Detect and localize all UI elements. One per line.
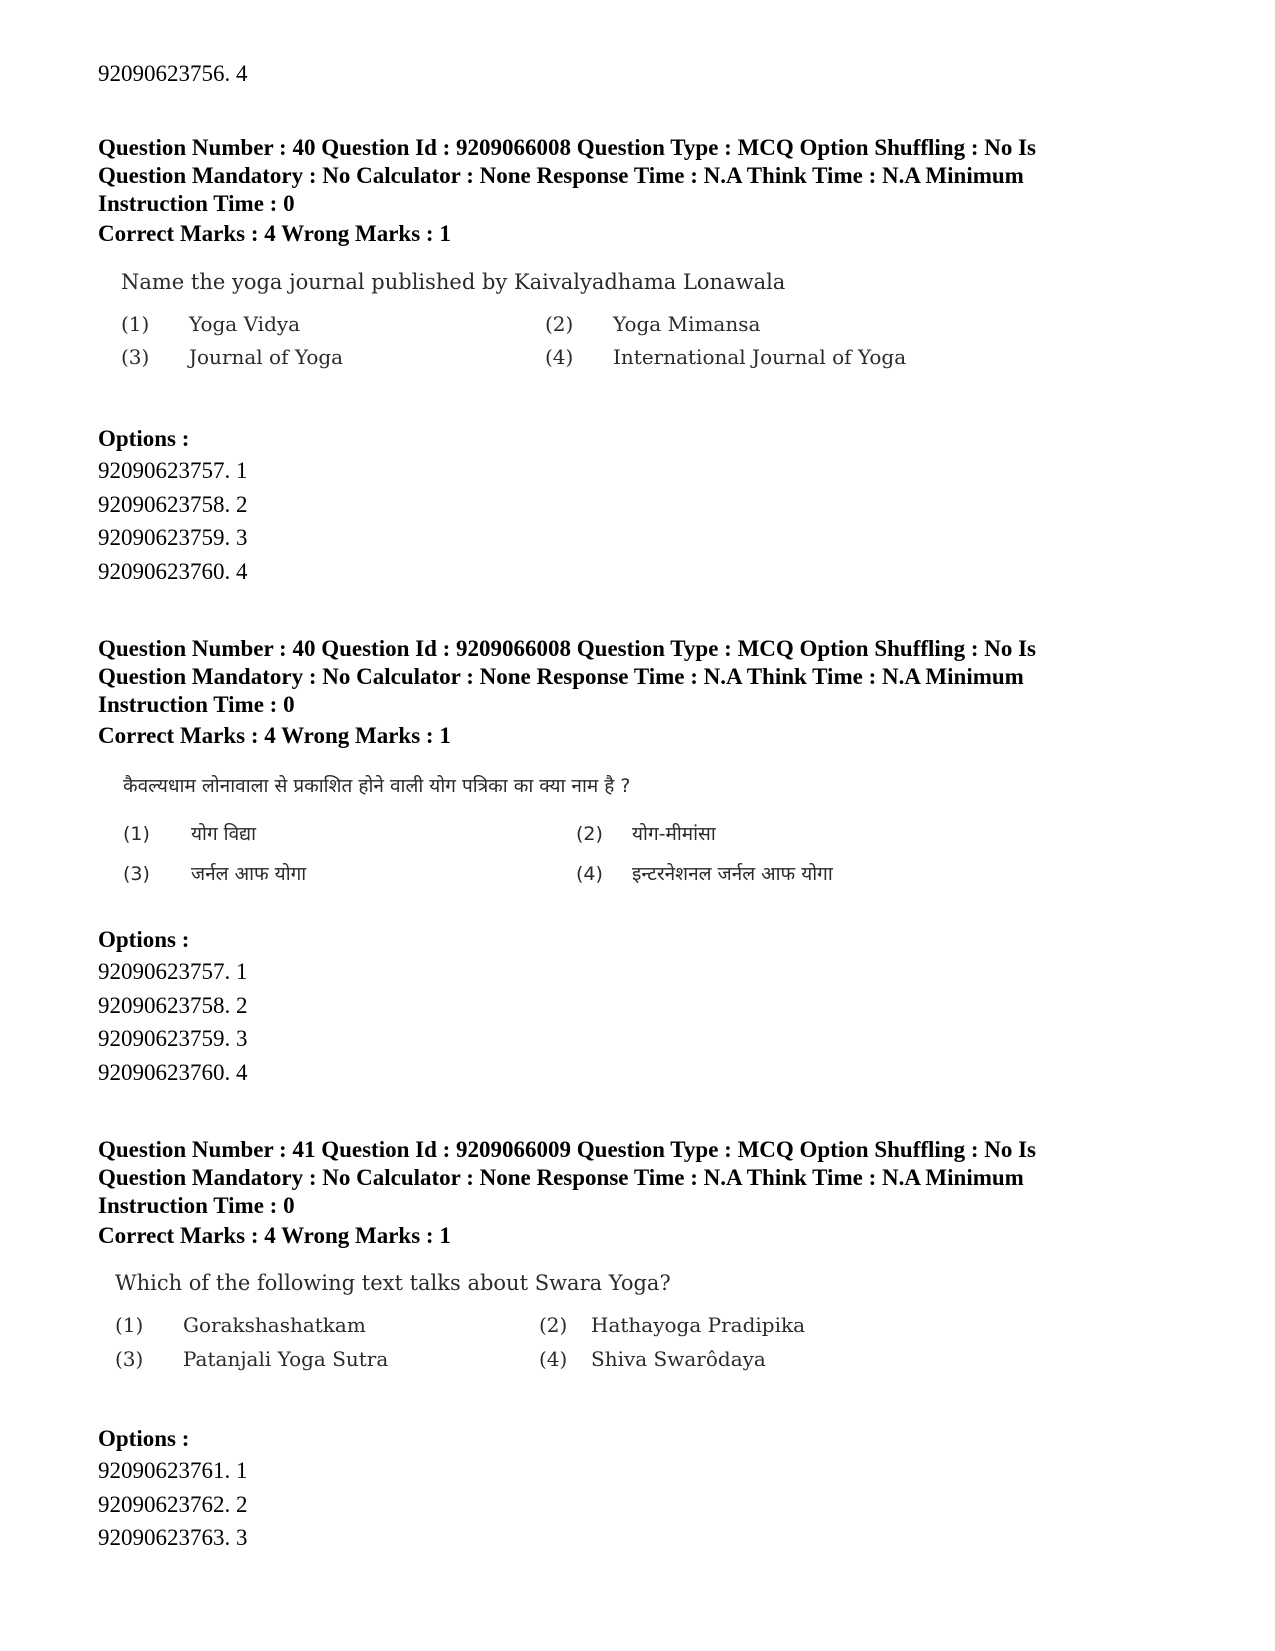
choice-number: (4)	[545, 345, 574, 369]
options-label: Options :	[98, 1426, 190, 1451]
choice-text: Journal of Yoga	[189, 345, 344, 369]
choice-text: Shiva Swarôdaya	[591, 1347, 766, 1371]
choice-4	[576, 860, 833, 886]
meta-line: Instruction Time : 0	[98, 191, 295, 216]
options-list	[98, 955, 248, 1089]
choice-3	[123, 860, 306, 886]
question-text: Name the yoga journal published by Kaivalyadhama Lonawala	[121, 270, 786, 294]
option-line: 92090623758. 2	[98, 992, 248, 1018]
options-list	[98, 454, 248, 588]
question-meta	[98, 635, 1178, 719]
choice-text: International Journal of Yoga	[613, 345, 907, 369]
marks-line: Correct Marks : 4 Wrong Marks : 1	[98, 723, 451, 748]
choice-1	[115, 1313, 366, 1337]
question-meta	[98, 1136, 1178, 1220]
options-label: Options :	[98, 426, 190, 451]
choice-number: (1)	[121, 312, 150, 336]
option-line: 92090623757. 1	[98, 458, 248, 483]
choice-3	[121, 345, 343, 369]
choice-text: इन्टरनेशनल जर्नल आफ योगा	[632, 863, 833, 885]
choice-4	[539, 1347, 766, 1371]
question-meta	[98, 134, 1178, 218]
option-line: 92090623759. 3	[98, 525, 248, 551]
choice-2	[545, 312, 760, 336]
choice-1	[121, 312, 300, 336]
option-line: 92090623760. 4	[98, 558, 248, 584]
choice-number: (2)	[545, 312, 574, 336]
choice-1	[123, 820, 256, 846]
option-line: 92090623756. 4	[98, 61, 248, 86]
meta-line: Question Mandatory : No Calculator : None Response Time : N.A Think Time : N.A Minimum	[98, 1165, 1024, 1190]
question-text: Which of the following text talks about Swara Yoga?	[115, 1271, 671, 1295]
choice-text: Hathayoga Pradipika	[591, 1313, 806, 1337]
meta-line: Question Mandatory : No Calculator : None Response Time : N.A Think Time : N.A Minimum	[98, 163, 1024, 188]
choice-number: (3)	[123, 863, 150, 885]
choice-text: Yoga Vidya	[189, 312, 301, 336]
options-list	[98, 1454, 248, 1555]
choice-number: (2)	[576, 823, 603, 845]
question-image	[121, 270, 921, 380]
meta-line: Question Number : 41 Question Id : 9209066009 Question Type : MCQ Option Shuffling : No Is	[98, 1137, 1037, 1162]
choice-number: (1)	[123, 823, 150, 845]
choice-2	[576, 820, 716, 846]
choice-text: Gorakshashatkam	[183, 1313, 366, 1337]
choice-number: (3)	[115, 1347, 144, 1371]
meta-line: Instruction Time : 0	[98, 692, 295, 717]
choice-4	[545, 345, 906, 369]
meta-line: Question Mandatory : No Calculator : None Response Time : N.A Think Time : N.A Minimum	[98, 664, 1024, 689]
choice-2	[539, 1313, 805, 1337]
option-line: 92090623763. 3	[98, 1525, 248, 1551]
choice-text: जर्नल आफ योगा	[191, 863, 307, 885]
option-line: 92090623761. 1	[98, 1458, 248, 1483]
question-image	[115, 1271, 915, 1381]
choice-text: योग विद्या	[191, 823, 257, 845]
options-label: Options :	[98, 927, 190, 952]
choice-number: (1)	[115, 1313, 144, 1337]
choice-number: (3)	[121, 345, 150, 369]
meta-line: Question Number : 40 Question Id : 9209066008 Question Type : MCQ Option Shuffling : No Is	[98, 636, 1037, 661]
choice-text: Patanjali Yoga Sutra	[183, 1347, 389, 1371]
choice-text: Yoga Mimansa	[613, 312, 761, 336]
choice-number: (4)	[576, 863, 603, 885]
choice-3	[115, 1347, 388, 1371]
option-line: 92090623759. 3	[98, 1026, 248, 1052]
marks-line: Correct Marks : 4 Wrong Marks : 1	[98, 1223, 451, 1248]
option-line: 92090623762. 2	[98, 1491, 248, 1517]
option-line: 92090623758. 2	[98, 491, 248, 517]
question-image	[123, 772, 923, 892]
option-line: 92090623757. 1	[98, 959, 248, 984]
question-text: कैवल्यधाम लोनावाला से प्रकाशित होने वाली योग पत्रिका का क्या नाम है ?	[123, 775, 631, 797]
meta-line: Instruction Time : 0	[98, 1193, 295, 1218]
choice-text: योग-मीमांसा	[632, 823, 716, 845]
choice-number: (2)	[539, 1313, 568, 1337]
marks-line: Correct Marks : 4 Wrong Marks : 1	[98, 221, 451, 246]
choice-number: (4)	[539, 1347, 568, 1371]
option-line: 92090623760. 4	[98, 1059, 248, 1085]
meta-line: Question Number : 40 Question Id : 9209066008 Question Type : MCQ Option Shuffling : No Is	[98, 135, 1037, 160]
